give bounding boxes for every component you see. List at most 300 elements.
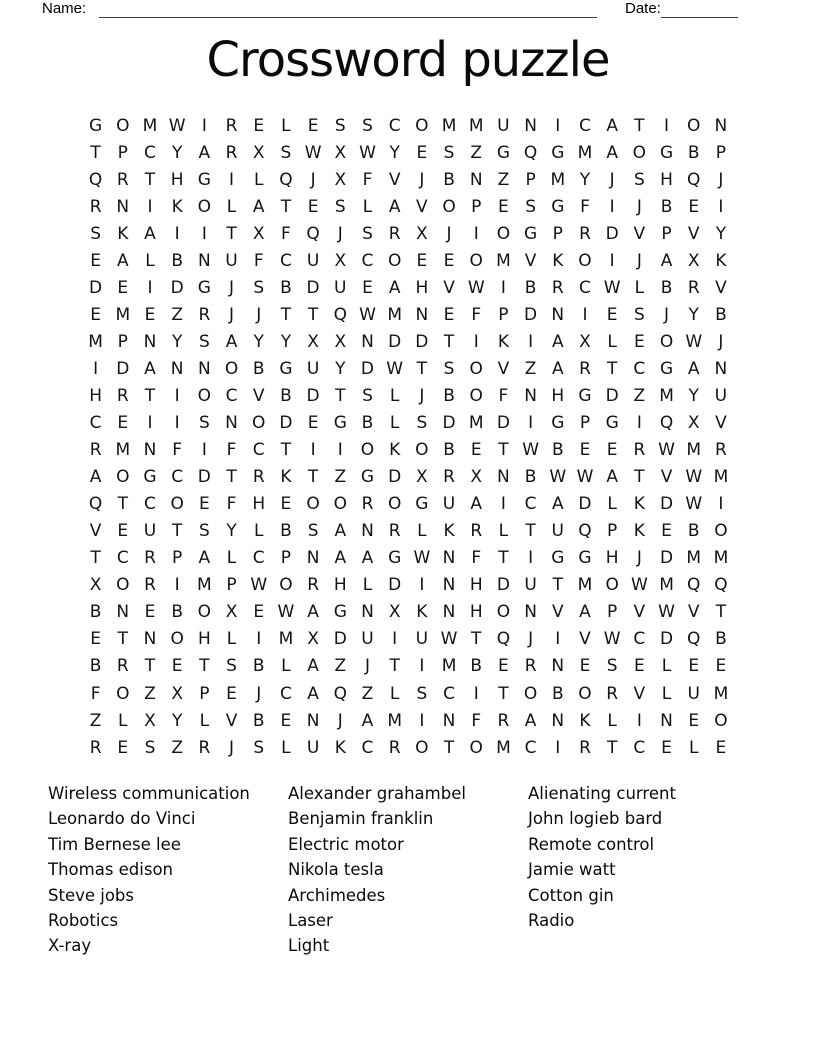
grid-letter: E — [498, 196, 509, 217]
grid-letter: T — [471, 629, 482, 650]
grid-letter: J — [364, 656, 370, 677]
grid-letter: S — [253, 737, 265, 758]
grid-letter: K — [117, 223, 129, 244]
grid-letter: I — [201, 115, 207, 136]
grid-letter: B — [524, 467, 537, 488]
grid-letter: P — [579, 413, 591, 434]
grid-letter: M — [713, 683, 729, 704]
grid-letter: S — [144, 737, 156, 758]
grid-letter: V — [633, 602, 646, 623]
grid-letter: T — [715, 602, 727, 623]
grid-letter: I — [337, 440, 343, 461]
grid-letter: U — [714, 385, 728, 406]
grid-letter: N — [306, 710, 320, 731]
grid-letter: W — [576, 467, 594, 488]
grid-letter: E — [90, 304, 101, 325]
grid-letter: V — [524, 250, 537, 271]
grid-letter: P — [552, 223, 563, 244]
grid-letter: E — [443, 250, 455, 271]
grid-letter: W — [413, 548, 431, 569]
grid-letter: A — [606, 142, 618, 163]
grid-letter: R — [497, 710, 510, 731]
grid-letter: P — [117, 331, 128, 352]
grid-letter: E — [606, 304, 618, 325]
grid-letter: L — [253, 169, 264, 190]
grid-letter: J — [229, 737, 235, 758]
grid-letter: A — [687, 358, 700, 379]
grid-letter: M — [142, 115, 158, 136]
grid-letter: U — [225, 250, 238, 271]
grid-letter: E — [198, 494, 210, 515]
grid-letter: G — [605, 413, 619, 434]
grid-letter: L — [661, 683, 672, 704]
grid-letter: C — [279, 250, 292, 271]
grid-letter: A — [307, 656, 319, 677]
word-list-item: Leonardo do Vinci — [48, 809, 196, 829]
grid-letter: O — [252, 413, 266, 434]
grid-letter: I — [419, 656, 425, 677]
grid-letter: U — [334, 277, 347, 298]
grid-letter: R — [198, 304, 211, 325]
grid-letter: Q — [496, 629, 511, 650]
grid-letter: F — [253, 250, 264, 271]
grid-letter: C — [225, 385, 238, 406]
grid-letter: K — [715, 250, 727, 271]
grid-letter: V — [443, 277, 455, 298]
grid-letter: C — [252, 548, 265, 569]
grid-letter: C — [171, 467, 184, 488]
grid-letter: R — [388, 737, 401, 758]
grid-letter: Y — [171, 142, 183, 163]
grid-letter: V — [633, 223, 646, 244]
grid-letter: X — [225, 602, 238, 623]
grid-letter: N — [361, 521, 374, 542]
grid-letter: S — [334, 115, 346, 136]
grid-letter: M — [686, 548, 702, 569]
grid-letter: V — [497, 358, 510, 379]
grid-letter: A — [307, 602, 319, 623]
grid-letter: E — [688, 656, 700, 677]
grid-letter: I — [718, 494, 724, 515]
grid-letter: T — [443, 331, 455, 352]
grid-letter: D — [388, 575, 402, 596]
word-list-item: Alexander grahambel — [288, 784, 466, 803]
grid-letter: Q — [333, 304, 347, 325]
grid-letter: Y — [226, 521, 237, 542]
grid-letter: S — [633, 169, 645, 190]
grid-letter: F — [471, 304, 482, 325]
grid-letter: W — [440, 629, 458, 650]
grid-letter: H — [469, 575, 483, 596]
grid-letter: A — [524, 710, 537, 731]
grid-letter: H — [197, 629, 211, 650]
grid-letter: W — [250, 575, 268, 596]
grid-letter: M — [278, 629, 294, 650]
grid-letter: M — [115, 440, 131, 461]
grid-letter: U — [306, 737, 320, 758]
grid-letter: B — [443, 440, 455, 461]
grid-letter: N — [143, 629, 157, 650]
grid-letter: E — [688, 710, 700, 731]
date-blank-line — [661, 17, 738, 18]
grid-letter: E — [715, 737, 727, 758]
grid-letter: I — [528, 331, 534, 352]
grid-letter: I — [555, 629, 561, 650]
grid-letter: T — [117, 629, 128, 650]
grid-letter: V — [715, 413, 727, 434]
grid-letter: F — [362, 169, 373, 190]
grid-letter: D — [659, 548, 674, 569]
grid-letter: Y — [335, 358, 346, 379]
grid-letter: D — [578, 494, 592, 515]
grid-letter: R — [388, 521, 401, 542]
grid-letter: U — [687, 683, 700, 704]
grid-letter: E — [90, 629, 101, 650]
grid-letter: G — [415, 494, 429, 515]
grid-letter: L — [199, 710, 210, 731]
grid-letter: S — [198, 331, 210, 352]
grid-letter: R — [144, 575, 156, 596]
grid-letter: E — [307, 115, 319, 136]
grid-letter: V — [416, 196, 428, 217]
grid-letter: E — [90, 250, 101, 271]
grid-letter: A — [225, 331, 238, 352]
grid-letter: H — [605, 548, 619, 569]
grid-letter: O — [578, 250, 592, 271]
grid-letter: N — [524, 115, 537, 136]
grid-letter: A — [89, 467, 102, 488]
grid-letter: E — [661, 521, 672, 542]
grid-letter: E — [307, 413, 319, 434]
grid-letter: E — [606, 440, 618, 461]
grid-letter: I — [473, 683, 479, 704]
grid-letter: Z — [633, 385, 646, 406]
grid-letter: W — [685, 331, 703, 352]
grid-letter: I — [500, 277, 506, 298]
grid-letter: B — [660, 277, 673, 298]
grid-letter: X — [687, 413, 700, 434]
grid-letter: T — [634, 467, 645, 488]
grid-letter: I — [473, 331, 479, 352]
grid-letter: Y — [280, 331, 292, 352]
grid-letter: P — [172, 548, 183, 569]
grid-letter: O — [197, 196, 212, 217]
grid-letter: O — [659, 331, 674, 352]
grid-letter: K — [579, 710, 591, 731]
grid-letter: E — [280, 494, 292, 515]
grid-letter: M — [441, 656, 457, 677]
grid-letter: O — [197, 385, 212, 406]
grid-letter: N — [442, 575, 456, 596]
grid-letter: E — [443, 304, 455, 325]
grid-letter: W — [630, 575, 648, 596]
grid-letter: W — [549, 467, 567, 488]
grid-letter: E — [688, 196, 700, 217]
grid-letter: Q — [523, 142, 538, 163]
grid-letter: A — [252, 196, 265, 217]
grid-letter: S — [416, 683, 428, 704]
grid-letter: K — [633, 494, 645, 515]
grid-letter: B — [443, 169, 455, 190]
grid-letter: R — [579, 358, 591, 379]
grid-letter: O — [714, 521, 728, 542]
grid-letter: L — [362, 196, 373, 217]
grid-letter: K — [497, 331, 509, 352]
grid-letter: E — [416, 142, 428, 163]
grid-letter: Q — [687, 575, 701, 596]
grid-letter: X — [388, 602, 401, 623]
word-list-column-2 — [288, 781, 466, 959]
grid-letter: B — [660, 196, 673, 217]
grid-letter: N — [524, 602, 537, 623]
grid-letter: M — [577, 142, 593, 163]
grid-letter: O — [333, 494, 347, 515]
grid-letter: U — [306, 358, 320, 379]
grid-letter: C — [361, 737, 374, 758]
grid-letter: E — [253, 602, 265, 623]
grid-letter: Z — [470, 142, 483, 163]
grid-letter: B — [89, 656, 102, 677]
grid-letter: I — [174, 575, 180, 596]
grid-letter: G — [197, 169, 211, 190]
grid-letter: I — [229, 169, 235, 190]
grid-letter: J — [419, 169, 425, 190]
grid-letter: I — [609, 250, 615, 271]
grid-letter: K — [552, 250, 564, 271]
grid-letter: H — [660, 169, 673, 190]
grid-letter: E — [633, 656, 645, 677]
grid-letter: R — [579, 223, 591, 244]
grid-letter: V — [579, 629, 591, 650]
page-title: Crossword puzzle — [206, 32, 610, 88]
grid-letter: O — [387, 494, 402, 515]
grid-letter: Z — [89, 710, 102, 731]
grid-letter: N — [714, 358, 728, 379]
grid-letter: S — [198, 413, 210, 434]
grid-letter: R — [89, 737, 102, 758]
grid-letter: D — [388, 331, 402, 352]
grid-letter: G — [659, 142, 674, 163]
grid-letter: J — [664, 304, 670, 325]
grid-letter: S — [443, 142, 455, 163]
grid-letter: E — [144, 602, 156, 623]
grid-letter: B — [280, 385, 292, 406]
grid-letter: D — [306, 385, 320, 406]
grid-letter: T — [90, 142, 101, 163]
grid-letter: S — [198, 521, 210, 542]
grid-letter: J — [337, 223, 343, 244]
grid-letter: H — [469, 602, 483, 623]
grid-letter: O — [469, 385, 483, 406]
word-list-item: Benjamin franklin — [288, 809, 434, 829]
grid-letter: L — [389, 683, 400, 704]
grid-letter: T — [171, 521, 183, 542]
grid-letter: J — [337, 710, 343, 731]
grid-letter: R — [579, 737, 591, 758]
grid-letter: O — [496, 602, 511, 623]
grid-letter: T — [443, 737, 455, 758]
grid-letter: I — [473, 223, 479, 244]
grid-letter: V — [687, 602, 700, 623]
grid-letter: J — [718, 331, 724, 352]
grid-letter: I — [555, 115, 561, 136]
grid-letter: N — [415, 304, 429, 325]
grid-letter: O — [116, 575, 130, 596]
grid-letter: I — [147, 196, 153, 217]
grid-letter: O — [605, 575, 619, 596]
word-list-item: Laser — [288, 911, 333, 931]
grid-letter: N — [551, 710, 565, 731]
grid-letter: O — [360, 440, 375, 461]
grid-letter: V — [660, 467, 673, 488]
grid-letter: I — [174, 413, 180, 434]
grid-letter: O — [469, 358, 483, 379]
grid-letter: N — [143, 331, 157, 352]
grid-letter: B — [171, 602, 183, 623]
word-list-item: John logieb bard — [528, 809, 663, 829]
grid-letter: R — [116, 656, 129, 677]
grid-letter: A — [606, 115, 618, 136]
grid-letter: W — [359, 142, 376, 163]
grid-letter: B — [687, 521, 700, 542]
grid-letter: R — [198, 737, 211, 758]
grid-letter: N — [497, 467, 510, 488]
grid-letter: L — [634, 277, 645, 298]
grid-letter: D — [197, 467, 211, 488]
grid-letter: N — [469, 169, 483, 190]
word-list-item: Radio — [528, 911, 575, 931]
grid-letter: D — [524, 304, 538, 325]
grid-letter: W — [168, 115, 186, 136]
grid-letter: E — [362, 277, 373, 298]
grid-letter: V — [252, 385, 265, 406]
grid-letter: K — [416, 602, 428, 623]
grid-letter: B — [524, 277, 537, 298]
grid-letter: D — [116, 358, 130, 379]
grid-letter: I — [555, 737, 561, 758]
grid-letter: G — [360, 467, 375, 488]
grid-letter: X — [307, 331, 319, 352]
grid-letter: T — [280, 196, 292, 217]
grid-letter: C — [144, 142, 156, 163]
grid-letter: E — [307, 196, 319, 217]
grid-letter: I — [609, 196, 615, 217]
grid-letter: K — [443, 521, 455, 542]
grid-letter: J — [636, 196, 642, 217]
grid-letter: V — [687, 223, 700, 244]
grid-letter: I — [419, 575, 425, 596]
grid-letter: T — [498, 440, 509, 461]
grid-letter: P — [199, 683, 210, 704]
grid-letter: J — [256, 683, 262, 704]
grid-letter: C — [633, 737, 646, 758]
grid-letter: E — [144, 304, 156, 325]
grid-letter: D — [279, 413, 293, 434]
grid-letter: S — [280, 142, 292, 163]
grid-letter: P — [661, 223, 672, 244]
grid-letter: P — [226, 575, 237, 596]
grid-letter: Z — [524, 358, 537, 379]
grid-letter: N — [442, 710, 456, 731]
grid-letter: M — [468, 115, 484, 136]
grid-letter: Y — [579, 169, 591, 190]
grid-letter: G — [197, 277, 211, 298]
grid-letter: L — [253, 521, 264, 542]
grid-letter: R — [551, 277, 564, 298]
grid-letter: I — [392, 629, 398, 650]
grid-letter: L — [281, 115, 291, 136]
grid-letter: B — [361, 413, 374, 434]
grid-letter: A — [388, 196, 401, 217]
grid-letter: I — [528, 413, 534, 434]
grid-letter: K — [171, 196, 183, 217]
grid-letter: T — [226, 467, 237, 488]
grid-letter: Q — [578, 521, 592, 542]
grid-letter: J — [609, 169, 615, 190]
grid-letter: R — [470, 521, 483, 542]
name-label: Name: — [42, 0, 87, 17]
word-list-item: X-ray — [48, 936, 92, 956]
grid-letter: C — [633, 629, 646, 650]
grid-letter: B — [252, 656, 265, 677]
grid-letter: I — [582, 304, 588, 325]
grid-letter: Q — [88, 494, 103, 515]
grid-letter: E — [117, 277, 129, 298]
grid-letter: T — [117, 494, 128, 515]
grid-letter: C — [361, 250, 374, 271]
grid-letter: R — [252, 467, 265, 488]
grid-letter: A — [144, 358, 156, 379]
grid-letter: R — [361, 494, 374, 515]
grid-letter: B — [715, 304, 727, 325]
grid-letter: L — [118, 710, 128, 731]
grid-letter: D — [496, 413, 510, 434]
grid-letter: I — [310, 440, 316, 461]
grid-letter: S — [443, 358, 455, 379]
grid-letter: C — [579, 115, 591, 136]
grid-letter: W — [522, 440, 539, 461]
grid-letter: K — [633, 521, 645, 542]
grid-letter: K — [389, 440, 401, 461]
grid-letter: X — [89, 575, 102, 596]
grid-letter: O — [469, 250, 483, 271]
grid-letter: P — [471, 196, 482, 217]
grid-letter: M — [550, 169, 566, 190]
grid-letter: L — [226, 629, 237, 650]
grid-letter: N — [170, 358, 184, 379]
grid-letter: D — [659, 494, 674, 515]
grid-letter: X — [687, 250, 700, 271]
grid-letter: H — [333, 575, 347, 596]
grid-letter: R — [225, 142, 238, 163]
grid-letter: O — [415, 440, 429, 461]
grid-letter: I — [256, 629, 262, 650]
grid-letter: R — [687, 277, 700, 298]
grid-letter: T — [90, 548, 101, 569]
grid-letter: I — [201, 440, 207, 461]
grid-letter: R — [524, 656, 537, 677]
grid-letter: C — [524, 737, 537, 758]
grid-letter: U — [524, 575, 537, 596]
grid-letter: L — [607, 494, 617, 515]
grid-letter: J — [718, 169, 724, 190]
grid-letter: D — [170, 277, 184, 298]
grid-letter: Y — [253, 331, 264, 352]
grid-letter: F — [498, 385, 509, 406]
grid-letter: V — [225, 710, 238, 731]
grid-letter: C — [443, 683, 455, 704]
word-list-column-1 — [48, 781, 250, 959]
